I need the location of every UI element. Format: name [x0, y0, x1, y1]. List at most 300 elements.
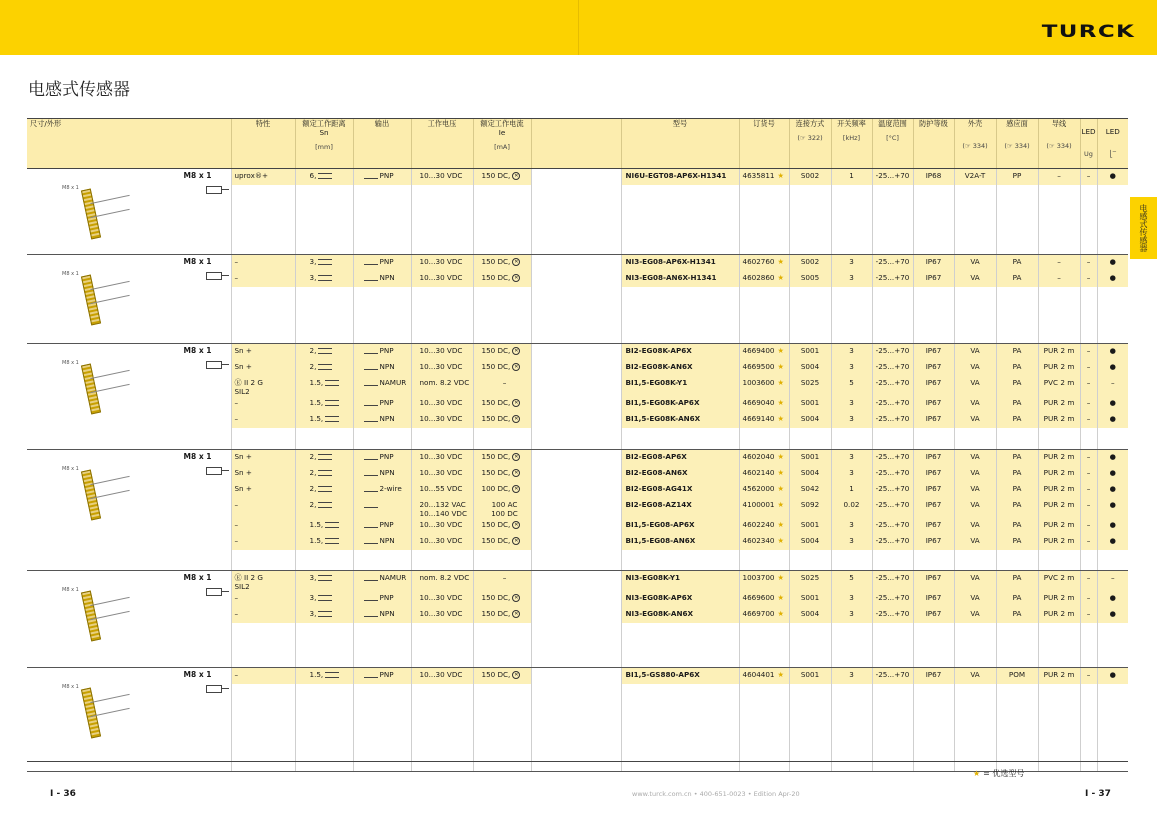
- temperature-cell: -25...+70: [872, 534, 913, 550]
- switch-symbol-icon: [364, 612, 378, 617]
- connection-cell: S002: [789, 255, 831, 272]
- temperature-cell: -25...+70: [872, 450, 913, 467]
- voltage-cell: nom. 8.2 VDC: [411, 376, 473, 396]
- flush-mount-icon: [318, 575, 332, 581]
- current-cell: 150 DC, ✕: [473, 607, 531, 623]
- table-row[interactable]: [27, 344, 1128, 361]
- sensing-distance-cell: 1.5,: [295, 376, 353, 396]
- type-code[interactable]: BI2-EG08-AZ14X: [621, 498, 739, 518]
- short-circuit-protection-icon: ✕: [514, 348, 519, 354]
- protection-cell: IP67: [913, 344, 954, 361]
- connection-cell: S004: [789, 360, 831, 376]
- footer-contact[interactable]: www.turck.com.cn • 400-651-0023 • Edition Apr-20: [632, 790, 800, 798]
- housing-cell: VA: [954, 466, 996, 482]
- output-cell: NPN: [353, 271, 411, 287]
- banner-divider: [578, 0, 579, 55]
- cable-cell: PUR 2 m: [1038, 607, 1080, 623]
- flush-mount-icon: [325, 400, 339, 406]
- cable-cell: PUR 2 m: [1038, 412, 1080, 428]
- short-circuit-protection-icon: ✕: [514, 522, 519, 528]
- type-code[interactable]: NI3-EG08-AP6X-H1341: [621, 255, 739, 272]
- current-cell: 150 DC, ✕: [473, 255, 531, 272]
- current-cell: 150 DC, ✕: [473, 360, 531, 376]
- flush-mount-icon: [325, 522, 339, 528]
- size-label: M8 x 1: [183, 452, 212, 461]
- temperature-cell: -25...+70: [872, 396, 913, 412]
- temperature-cell: -25...+70: [872, 412, 913, 428]
- face-cell: PA: [996, 360, 1038, 376]
- header-type: 型号: [621, 119, 739, 169]
- order-number[interactable]: 4602240 ★: [739, 518, 789, 534]
- protection-cell: IP67: [913, 376, 954, 396]
- sensing-distance-cell: 2,: [295, 498, 353, 518]
- table-row[interactable]: [27, 668, 1128, 685]
- cable-cell: –: [1038, 169, 1080, 186]
- frequency-cell: 1: [831, 169, 872, 186]
- flush-mount-icon: [318, 259, 332, 265]
- sensor-drawing: [60, 460, 150, 530]
- cable-cell: PUR 2 m: [1038, 518, 1080, 534]
- switch-symbol-icon: [364, 174, 378, 179]
- led-switch-cell: ●: [1097, 271, 1128, 287]
- cable-cell: PUR 2 m: [1038, 668, 1080, 685]
- sensing-distance-cell: 2,: [295, 450, 353, 467]
- page-number-right: I - 37: [1085, 789, 1111, 799]
- temperature-cell: -25...+70: [872, 376, 913, 396]
- short-circuit-protection-icon: ✕: [514, 275, 519, 281]
- type-code[interactable]: BI2-EG08-AP6X: [621, 450, 739, 467]
- spacer-cell: [531, 668, 621, 685]
- feature-cell: –: [231, 591, 295, 607]
- turck-logo: TURCK: [1041, 22, 1135, 42]
- switch-symbol-icon: [364, 365, 378, 370]
- frequency-cell: 5: [831, 571, 872, 592]
- feature-cell: –: [231, 668, 295, 685]
- frequency-cell: 5: [831, 376, 872, 396]
- protection-cell: IP67: [913, 607, 954, 623]
- sensing-distance-cell: 1.5,: [295, 534, 353, 550]
- preferred-star-icon: ★: [777, 398, 784, 407]
- preferred-star-icon: ★: [777, 452, 784, 461]
- face-cell: PA: [996, 396, 1038, 412]
- face-cell: PA: [996, 571, 1038, 592]
- led-switch-cell: ●: [1097, 466, 1128, 482]
- connection-cell: S001: [789, 450, 831, 467]
- order-number[interactable]: 4604401 ★: [739, 668, 789, 685]
- housing-cell: VA: [954, 396, 996, 412]
- cable-cell: PVC 2 m: [1038, 571, 1080, 592]
- preferred-star-icon: ★: [777, 257, 784, 266]
- order-number[interactable]: 4669140 ★: [739, 412, 789, 428]
- temperature-cell: -25...+70: [872, 255, 913, 272]
- connection-cell: S001: [789, 518, 831, 534]
- flush-mount-icon: [325, 416, 339, 422]
- voltage-cell: 10...30 VDC: [411, 360, 473, 376]
- order-number[interactable]: 4100001 ★: [739, 498, 789, 518]
- order-number[interactable]: 4669400 ★: [739, 344, 789, 361]
- table-row[interactable]: [27, 169, 1128, 186]
- frequency-cell: 1: [831, 482, 872, 498]
- type-code[interactable]: NI3-EG08K-AP6X: [621, 591, 739, 607]
- temperature-cell: -25...+70: [872, 466, 913, 482]
- order-number[interactable]: 4669600 ★: [739, 591, 789, 607]
- table-row[interactable]: [27, 450, 1128, 467]
- order-number[interactable]: 1003700 ★: [739, 571, 789, 592]
- feature-cell: Sn +: [231, 344, 295, 361]
- temperature-cell: -25...+70: [872, 668, 913, 685]
- led-switch-cell: ●: [1097, 668, 1128, 685]
- frequency-cell: 3: [831, 412, 872, 428]
- preferred-star-icon: ★: [777, 593, 784, 602]
- protection-cell: IP67: [913, 482, 954, 498]
- header-output: 输出: [353, 119, 411, 169]
- temperature-cell: -25...+70: [872, 271, 913, 287]
- page-title: 电感式传感器: [28, 80, 130, 100]
- switch-symbol-icon: [364, 349, 378, 354]
- type-code[interactable]: BI2-EG08-AN6X: [621, 466, 739, 482]
- housing-cell: VA: [954, 571, 996, 592]
- preferred-star-icon: ★: [973, 769, 981, 778]
- output-cell: PNP: [353, 255, 411, 272]
- section-side-tab[interactable]: 电感式传感器: [1130, 197, 1157, 259]
- frequency-cell: 0.02: [831, 498, 872, 518]
- table-bottom-rule: [27, 761, 1128, 762]
- sensor-drawing: [60, 581, 150, 651]
- type-code[interactable]: BI1,5-EG08K-AN6X: [621, 412, 739, 428]
- legend-text: = 优选型号: [983, 769, 1025, 778]
- short-circuit-protection-icon: ✕: [514, 173, 519, 179]
- cable-cell: PVC 2 m: [1038, 376, 1080, 396]
- feature-cell: –: [231, 534, 295, 550]
- voltage-cell: 10...30 VDC: [411, 344, 473, 361]
- order-number[interactable]: 4602760 ★: [739, 255, 789, 272]
- connection-cell: S025: [789, 376, 831, 396]
- short-circuit-protection-icon: ✕: [514, 416, 519, 422]
- current-cell: 150 DC, ✕: [473, 534, 531, 550]
- switch-symbol-icon: [364, 576, 378, 581]
- protection-cell: IP67: [913, 412, 954, 428]
- dimension-drawing-cell: [27, 668, 231, 772]
- frequency-cell: 3: [831, 450, 872, 467]
- voltage-cell: 10...30 VDC: [411, 255, 473, 272]
- frequency-cell: 3: [831, 518, 872, 534]
- spacer-cell: [531, 571, 621, 592]
- switch-symbol-icon: [364, 276, 378, 281]
- order-number[interactable]: 4562000 ★: [739, 482, 789, 498]
- current-cell: 150 DC, ✕: [473, 518, 531, 534]
- frequency-cell: 3: [831, 360, 872, 376]
- switch-symbol-icon: [364, 596, 378, 601]
- sensing-distance-cell: 3,: [295, 271, 353, 287]
- drawing-thread-label: M8 x 1: [62, 271, 79, 277]
- face-cell: PA: [996, 591, 1038, 607]
- current-cell: 100 AC 100 DC: [473, 498, 531, 518]
- flush-mount-icon: [318, 611, 332, 617]
- spacer-cell: [531, 412, 621, 428]
- connection-cell: S004: [789, 412, 831, 428]
- header-sn: 额定工作距离Sn [mm]: [295, 119, 353, 169]
- switch-symbol-icon: [364, 523, 378, 528]
- sensing-distance-cell: 3,: [295, 607, 353, 623]
- voltage-cell: 10...30 VDC: [411, 518, 473, 534]
- led-switch-cell: ●: [1097, 498, 1128, 518]
- type-code[interactable]: NI3-EG08K-AN6X: [621, 607, 739, 623]
- voltage-cell: 10...30 VDC: [411, 412, 473, 428]
- temperature-cell: -25...+70: [872, 498, 913, 518]
- current-cell: 150 DC, ✕: [473, 271, 531, 287]
- header-order: 订货号: [739, 119, 789, 169]
- preferred-star-icon: ★: [777, 362, 784, 371]
- frequency-cell: 3: [831, 466, 872, 482]
- cable-cell: PUR 2 m: [1038, 360, 1080, 376]
- switch-symbol-icon: [364, 381, 378, 386]
- type-code[interactable]: NI3-EG08-AN6X-H1341: [621, 271, 739, 287]
- led-ug-cell: –: [1080, 534, 1097, 550]
- switch-symbol-icon: [364, 401, 378, 406]
- housing-cell: VA: [954, 271, 996, 287]
- connector-icon: [206, 588, 222, 596]
- order-number[interactable]: 4635811 ★: [739, 169, 789, 186]
- feature-cell: uprox®+: [231, 169, 295, 186]
- order-number[interactable]: 4669040 ★: [739, 396, 789, 412]
- header-housing: 外壳 (☞ 334): [954, 119, 996, 169]
- short-circuit-protection-icon: ✕: [514, 470, 519, 476]
- led-ug-cell: –: [1080, 376, 1097, 396]
- housing-cell: VA: [954, 498, 996, 518]
- feature-cell: Sn +: [231, 450, 295, 467]
- led-ug-cell: –: [1080, 518, 1097, 534]
- feature-cell: –: [231, 498, 295, 518]
- led-switch-cell: ●: [1097, 607, 1128, 623]
- spacer-cell: [531, 396, 621, 412]
- current-cell: 150 DC, ✕: [473, 466, 531, 482]
- order-number[interactable]: 4669500 ★: [739, 360, 789, 376]
- housing-cell: VA: [954, 591, 996, 607]
- voltage-cell: 10...30 VDC: [411, 607, 473, 623]
- output-cell: NPN: [353, 534, 411, 550]
- voltage-cell: 10...30 VDC: [411, 271, 473, 287]
- led-switch-cell: ●: [1097, 169, 1128, 186]
- spacer-cell: [531, 271, 621, 287]
- short-circuit-protection-icon: ✕: [514, 611, 519, 617]
- housing-cell: VA: [954, 607, 996, 623]
- connection-cell: S004: [789, 607, 831, 623]
- order-number[interactable]: 1003600 ★: [739, 376, 789, 396]
- spacer-cell: [531, 360, 621, 376]
- housing-cell: VA: [954, 344, 996, 361]
- connector-icon: [206, 467, 222, 475]
- led-ug-cell: –: [1080, 396, 1097, 412]
- drawing-thread-label: M8 x 1: [62, 466, 79, 472]
- voltage-cell: 20...132 VAC 10...140 VDC: [411, 498, 473, 518]
- spacer-cell: [531, 518, 621, 534]
- output-cell: NPN: [353, 360, 411, 376]
- page-number-left: I - 36: [50, 789, 76, 799]
- preferred-star-icon: ★: [777, 536, 784, 545]
- flush-mount-icon: [325, 672, 339, 678]
- type-code[interactable]: BI1,5-EG08-AN6X: [621, 534, 739, 550]
- preferred-star-icon: ★: [777, 414, 784, 423]
- spacer-cell: [531, 591, 621, 607]
- face-cell: PA: [996, 450, 1038, 467]
- connection-cell: S001: [789, 344, 831, 361]
- temperature-cell: -25...+70: [872, 169, 913, 186]
- dimension-drawing-cell: [27, 344, 231, 450]
- flush-mount-icon: [318, 595, 332, 601]
- frequency-cell: 3: [831, 668, 872, 685]
- feature-cell: –: [231, 607, 295, 623]
- voltage-cell: 10...30 VDC: [411, 534, 473, 550]
- protection-cell: IP67: [913, 668, 954, 685]
- led-ug-cell: –: [1080, 482, 1097, 498]
- sensing-distance-cell: 2,: [295, 466, 353, 482]
- protection-cell: IP67: [913, 591, 954, 607]
- face-cell: PA: [996, 498, 1038, 518]
- output-cell: PNP: [353, 668, 411, 685]
- type-code[interactable]: BI2-EG08K-AN6X: [621, 360, 739, 376]
- connector-icon: [206, 272, 222, 280]
- led-ug-cell: –: [1080, 466, 1097, 482]
- face-cell: PA: [996, 412, 1038, 428]
- housing-cell: VA: [954, 450, 996, 467]
- sensor-drawing: [60, 265, 150, 335]
- preferred-star-icon: ★: [777, 670, 784, 679]
- sensor-drawing: [60, 179, 150, 249]
- size-label: M8 x 1: [183, 670, 212, 679]
- feature-cell: Sn +: [231, 360, 295, 376]
- temperature-cell: -25...+70: [872, 482, 913, 498]
- spacer-cell: [531, 482, 621, 498]
- type-code[interactable]: NI3-EG08K-Y1: [621, 571, 739, 592]
- feature-cell: Ⓔ II 2 G SIL2: [231, 376, 295, 396]
- type-code[interactable]: BI1,5-EG08-AP6X: [621, 518, 739, 534]
- face-cell: PA: [996, 271, 1038, 287]
- protection-cell: IP67: [913, 571, 954, 592]
- output-cell: PNP: [353, 518, 411, 534]
- housing-cell: VA: [954, 518, 996, 534]
- feature-cell: Sn +: [231, 466, 295, 482]
- size-label: M8 x 1: [183, 573, 212, 582]
- output-cell: NAMUR: [353, 376, 411, 396]
- cable-cell: –: [1038, 255, 1080, 272]
- sensing-distance-cell: 3,: [295, 255, 353, 272]
- order-number[interactable]: 4602340 ★: [739, 534, 789, 550]
- order-number[interactable]: 4602860 ★: [739, 271, 789, 287]
- temperature-cell: -25...+70: [872, 518, 913, 534]
- cable-cell: PUR 2 m: [1038, 498, 1080, 518]
- led-ug-cell: –: [1080, 271, 1097, 287]
- face-cell: POM: [996, 668, 1038, 685]
- drawing-thread-label: M8 x 1: [62, 587, 79, 593]
- voltage-cell: 10...55 VDC: [411, 482, 473, 498]
- protection-cell: IP67: [913, 498, 954, 518]
- table-row[interactable]: [27, 255, 1128, 272]
- protection-cell: IP67: [913, 450, 954, 467]
- drawing-thread-label: M8 x 1: [62, 684, 79, 690]
- led-switch-cell: ●: [1097, 396, 1128, 412]
- connection-cell: S042: [789, 482, 831, 498]
- preferred-star-icon: ★: [777, 378, 784, 387]
- short-circuit-protection-icon: ✕: [514, 672, 519, 678]
- sensing-distance-cell: 3,: [295, 571, 353, 592]
- flush-mount-icon: [318, 173, 332, 179]
- preferred-star-icon: ★: [777, 273, 784, 282]
- size-label: M8 x 1: [183, 346, 212, 355]
- short-circuit-protection-icon: ✕: [514, 538, 519, 544]
- header-face: 感应面 (☞ 334): [996, 119, 1038, 169]
- type-code[interactable]: BI2-EG08-AG41X: [621, 482, 739, 498]
- sensing-distance-cell: 1.5,: [295, 518, 353, 534]
- table-header: [27, 119, 1128, 169]
- face-cell: PA: [996, 255, 1038, 272]
- order-number[interactable]: 4669700 ★: [739, 607, 789, 623]
- cable-cell: PUR 2 m: [1038, 534, 1080, 550]
- current-cell: 150 DC, ✕: [473, 412, 531, 428]
- cable-cell: PUR 2 m: [1038, 591, 1080, 607]
- table-row[interactable]: [27, 571, 1128, 592]
- protection-cell: IP67: [913, 360, 954, 376]
- switch-symbol-icon: [364, 417, 378, 422]
- face-cell: PA: [996, 607, 1038, 623]
- connection-cell: S002: [789, 169, 831, 186]
- header-temperature: 温度范围 [°C]: [872, 119, 913, 169]
- spacer-cell: [531, 466, 621, 482]
- type-code[interactable]: BI1,5-EG08K-AP6X: [621, 396, 739, 412]
- order-number[interactable]: 4602140 ★: [739, 466, 789, 482]
- header-connection: 连接方式 (☞ 322): [789, 119, 831, 169]
- current-cell: 150 DC, ✕: [473, 169, 531, 186]
- preferred-star-icon: ★: [777, 609, 784, 618]
- preferred-star-icon: ★: [777, 346, 784, 355]
- output-cell: [353, 498, 411, 518]
- voltage-cell: 10...30 VDC: [411, 466, 473, 482]
- voltage-cell: 10...30 VDC: [411, 169, 473, 186]
- voltage-cell: 10...30 VDC: [411, 668, 473, 685]
- led-ug-cell: –: [1080, 498, 1097, 518]
- cable-cell: PUR 2 m: [1038, 482, 1080, 498]
- frequency-cell: 3: [831, 591, 872, 607]
- switch-symbol-icon: [364, 673, 378, 678]
- output-cell: NAMUR: [353, 571, 411, 592]
- type-code[interactable]: BI2-EG08K-AP6X: [621, 344, 739, 361]
- protection-cell: IP67: [913, 518, 954, 534]
- connection-cell: S001: [789, 396, 831, 412]
- order-number[interactable]: 4602040 ★: [739, 450, 789, 467]
- led-switch-cell: ●: [1097, 534, 1128, 550]
- preferred-star-icon: ★: [777, 520, 784, 529]
- output-cell: PNP: [353, 396, 411, 412]
- voltage-cell: 10...30 VDC: [411, 396, 473, 412]
- led-switch-cell: ●: [1097, 344, 1128, 361]
- feature-cell: –: [231, 412, 295, 428]
- dimension-drawing-cell: [27, 169, 231, 255]
- flush-mount-icon: [318, 486, 332, 492]
- dimension-drawing-cell: [27, 450, 231, 571]
- sensing-distance-cell: 1.5,: [295, 396, 353, 412]
- type-code[interactable]: BI1,5-GS880-AP6X: [621, 668, 739, 685]
- preferred-star-icon: ★: [777, 484, 784, 493]
- type-code[interactable]: NI6U-EGT08-AP6X-H1341: [621, 169, 739, 186]
- flush-mount-icon: [318, 364, 332, 370]
- type-code[interactable]: BI1,5-EG08K-Y1: [621, 376, 739, 396]
- led-switch-cell: –: [1097, 376, 1128, 396]
- protection-cell: IP67: [913, 534, 954, 550]
- flush-mount-icon: [318, 348, 332, 354]
- drawing-thread-label: M8 x 1: [62, 185, 79, 191]
- current-cell: 150 DC, ✕: [473, 668, 531, 685]
- protection-cell: IP67: [913, 255, 954, 272]
- voltage-cell: nom. 8.2 VDC: [411, 571, 473, 592]
